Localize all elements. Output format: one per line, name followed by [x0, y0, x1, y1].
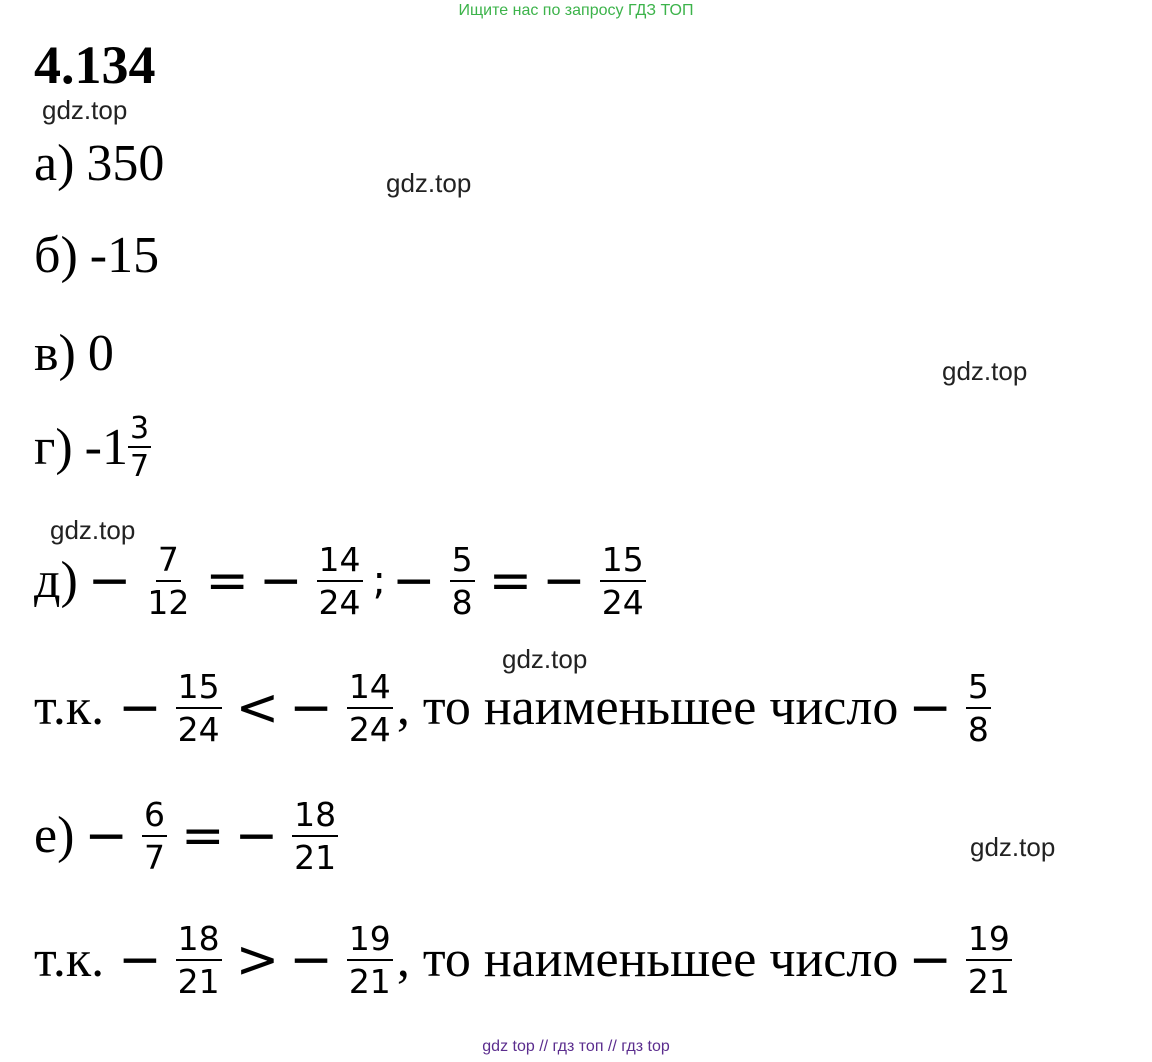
- fraction: [450, 540, 475, 622]
- fraction-numerator: 18: [176, 922, 222, 961]
- top-banner: Ищите нас по запросу ГДЗ ТОП: [458, 2, 694, 19]
- fraction-numerator: 7: [156, 543, 181, 582]
- fraction: [176, 919, 222, 1001]
- fraction-denominator: 8: [451, 583, 473, 622]
- answer-g-whole: -1: [84, 419, 128, 476]
- fraction: [347, 919, 393, 1001]
- answer-g: [34, 411, 155, 484]
- minus-sign: −: [908, 930, 952, 990]
- fraction-denominator: 12: [147, 583, 190, 622]
- minus-sign: −: [118, 930, 162, 990]
- answer-a-label: а): [34, 135, 75, 192]
- answer-g-fraction: [128, 411, 151, 484]
- fraction-numerator: 15: [176, 670, 222, 709]
- fraction-denominator: 21: [967, 962, 1010, 1001]
- fraction-denominator: 21: [177, 962, 220, 1001]
- fraction-numerator: 14: [317, 543, 363, 582]
- less-than-sign: <: [235, 678, 280, 738]
- fraction: [317, 540, 363, 622]
- answer-d: [34, 540, 650, 622]
- answer-a-value: 350: [86, 135, 165, 192]
- answer-b-label: б): [34, 227, 78, 284]
- footer-links: gdz top // гдз топ // гдз top: [482, 1038, 670, 1055]
- watermark: gdz.top: [970, 832, 1056, 862]
- answer-d-label: д): [34, 552, 78, 609]
- semicolon: ;: [372, 558, 386, 604]
- watermark: gdz.top: [50, 515, 136, 545]
- equals-sign: =: [205, 551, 249, 611]
- answer-a: [34, 135, 165, 192]
- answer-b-value: -15: [89, 227, 160, 284]
- fraction-denominator: 21: [294, 838, 337, 877]
- fraction: [347, 667, 393, 749]
- fraction: [966, 667, 991, 749]
- fraction-denominator: 24: [177, 710, 220, 749]
- minus-sign: −: [392, 551, 436, 611]
- watermark: gdz.top: [386, 168, 472, 198]
- conclusion-text: , то наименьшее число: [396, 679, 899, 736]
- minus-sign: −: [258, 551, 303, 611]
- fraction-denominator: 24: [601, 583, 644, 622]
- fraction: [292, 795, 338, 877]
- fraction-numerator: 3: [129, 411, 150, 446]
- fraction: [600, 540, 646, 622]
- greater-than-sign: >: [235, 930, 280, 990]
- fraction-numerator: 15: [600, 543, 646, 582]
- answer-v-value: 0: [87, 325, 114, 382]
- watermark: gdz.top: [502, 644, 588, 674]
- conclusion-text: , то наименьшее число: [396, 931, 899, 988]
- answer-v: [34, 325, 114, 382]
- minus-sign: −: [289, 930, 333, 990]
- answer-b: [34, 227, 160, 284]
- fraction: [966, 919, 1012, 1001]
- minus-sign: −: [289, 678, 333, 738]
- answer-g-label: г): [34, 419, 73, 476]
- answer-e: [34, 795, 342, 877]
- minus-sign: −: [234, 806, 279, 866]
- fraction-denominator: 7: [129, 449, 150, 484]
- answer-e-label: е): [34, 807, 75, 864]
- answer-e-conclusion: [34, 919, 1016, 1001]
- fraction-denominator: 24: [348, 710, 391, 749]
- minus-sign: −: [908, 678, 952, 738]
- answer-v-label: в): [34, 325, 76, 382]
- minus-sign: −: [87, 551, 132, 611]
- fraction-denominator: 7: [143, 838, 165, 877]
- problem-number: 4.134: [34, 35, 156, 95]
- fraction: [145, 540, 191, 622]
- fraction: [176, 667, 222, 749]
- fraction-numerator: 5: [450, 543, 475, 582]
- fraction-denominator: 21: [348, 962, 391, 1001]
- fraction: [142, 795, 167, 877]
- fraction-numerator: 6: [142, 798, 167, 837]
- fraction-denominator: 8: [967, 710, 989, 749]
- watermark: gdz.top: [42, 95, 128, 125]
- fraction-numerator: 14: [347, 670, 393, 709]
- fraction-numerator: 18: [292, 798, 338, 837]
- equals-sign: =: [488, 551, 533, 611]
- fraction-denominator: 24: [318, 583, 361, 622]
- fraction-numerator: 19: [347, 922, 393, 961]
- equals-sign: =: [180, 806, 225, 866]
- minus-sign: −: [118, 678, 162, 738]
- answer-d-conclusion: [34, 667, 995, 749]
- fraction-numerator: 19: [966, 922, 1012, 961]
- watermark: gdz.top: [942, 356, 1028, 386]
- minus-sign: −: [84, 806, 128, 866]
- fraction-numerator: 5: [966, 670, 991, 709]
- conclusion-prefix: т.к.: [34, 679, 105, 736]
- conclusion-prefix: т.к.: [34, 931, 105, 988]
- minus-sign: −: [542, 551, 586, 611]
